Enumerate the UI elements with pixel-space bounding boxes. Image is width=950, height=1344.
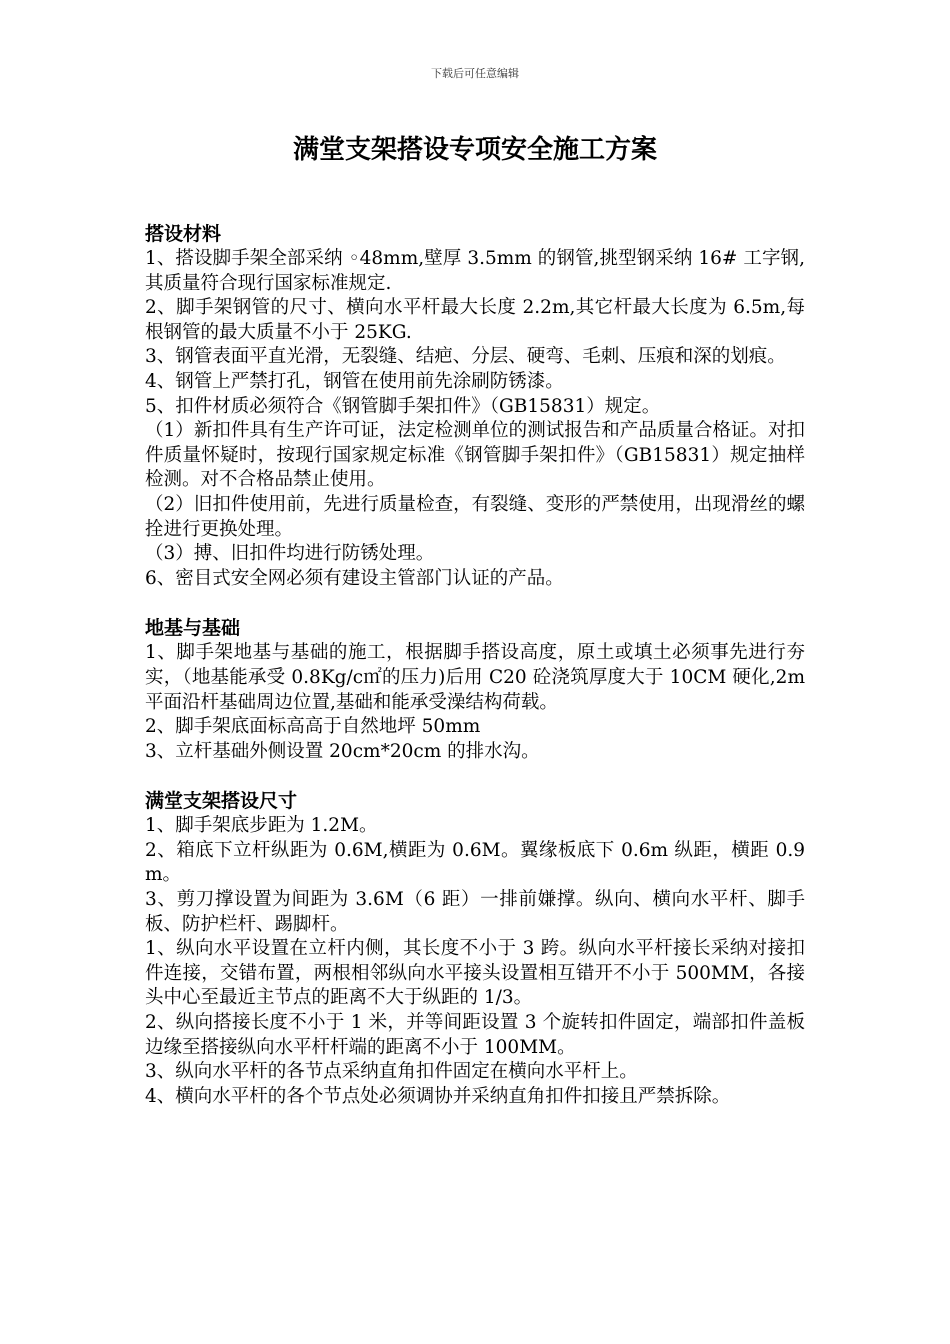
paragraph: （2）旧扣件使用前，先进行质量检查，有裂缝、变形的严禁使用，出现滑丝的螺拴进行更换处理。 xyxy=(145,493,805,540)
paragraph: 5、扣件材质必须符合《钢管脚手架扣件》（GB15831）规定。 xyxy=(145,395,661,417)
section-foundation xyxy=(145,616,805,764)
section-heading: 搭设材料 xyxy=(145,223,222,245)
document-body xyxy=(145,222,805,1109)
section-dimensions xyxy=(145,789,805,1109)
paragraph: 3、钢管表面平直光滑，无裂缝、结疤、分层、硬弯、毛刺、压痕和深的划痕。 xyxy=(145,346,786,368)
paragraph: 1、脚手架地基与基础的施工，根据脚手搭设高度，原土或填土必须事先进行夯实，（地基能承受 0.8Kg/c㎡的压力)后用 C20 砼浇筑厚度大于 10CM 硬化,2m 平面沿杆基础周边位置,基础和能承受澡结构荷载。 xyxy=(145,642,805,713)
paragraph: 1、纵向水平设置在立杆内侧，其长度不小于 3 跨。纵向水平杆接长采纳对接扣件连接，交错布置，两根相邻纵向水平接头设置相互错开不小于 500MM，各接头中心至最近主节点的距离不大于纵距的 1/3。 xyxy=(145,938,805,1009)
paragraph: 4、横向水平杆的各个节点处必须调协并采纳直角扣件扣接且严禁拆除。 xyxy=(145,1085,731,1107)
paragraph: 3、纵向水平杆的各节点采纳直角扣件固定在横向水平杆上。 xyxy=(145,1061,638,1083)
paragraph: 2、脚手架钢管的尺寸、横向水平杆最大长度 2.2m,其它杆最大长度为 6.5m,每根钢管的最大质量不小于 25KG. xyxy=(145,297,805,343)
paragraph: 3、剪刀撑设置为间距为 3.6M（6 距）一排前嫌撑。纵向、横向水平杆、脚手板、防护栏杆、踢脚杆。 xyxy=(145,889,805,935)
paragraph: 2、箱底下立杆纵距为 0.6M,横距为 0.6M。翼缘板底下 0.6m 纵距，横距 0.9m。 xyxy=(145,839,805,886)
section-heading: 满堂支架搭设尺寸 xyxy=(145,790,298,813)
paragraph: 3、立杆基础外侧设置 20cm*20cm 的排水沟。 xyxy=(145,740,540,762)
header-note: 下载后可任意编辑 xyxy=(431,67,519,80)
paragraph: 4、钢管上严禁打孔，钢管在使用前先涂刷防锈漆。 xyxy=(145,370,564,392)
paragraph: 2、纵向搭接长度不小于 1 米，并等间距设置 3 个旋转扣件固定，端部扣件盖板边缘至搭接纵向水平杆杆端的距离不小于 100MM。 xyxy=(145,1012,805,1058)
paragraph: 1、搭设脚手架全部采纳 ◦48mm,壁厚 3.5mm 的钢管,挑型钢采纳 16# 工字钢,其质量符合现行国家标准规定. xyxy=(145,248,805,294)
document-title: 满堂支架搭设专项安全施工方案 xyxy=(292,135,657,165)
paragraph: 6、密目式安全网必须有建设主管部门认证的产品。 xyxy=(145,567,564,589)
paragraph: （3）搏、旧扣件均进行防锈处理。 xyxy=(145,543,435,565)
paragraph: 2、脚手架底面标高高于自然地坪 50mm xyxy=(145,716,481,738)
paragraph: （1）新扣件具有生产许可证，法定检测单位的测试报告和产品质量合格证。对扣件质量怀疑时，按现行国家规定标准《钢管脚手架扣件》（GB15831）规定抽样检测。对不合格品禁止使用。 xyxy=(145,420,805,491)
section-heading: 地基与基础 xyxy=(145,617,241,640)
section-materials xyxy=(145,222,805,591)
paragraph: 1、脚手架底步距为 1.2M。 xyxy=(145,815,378,837)
